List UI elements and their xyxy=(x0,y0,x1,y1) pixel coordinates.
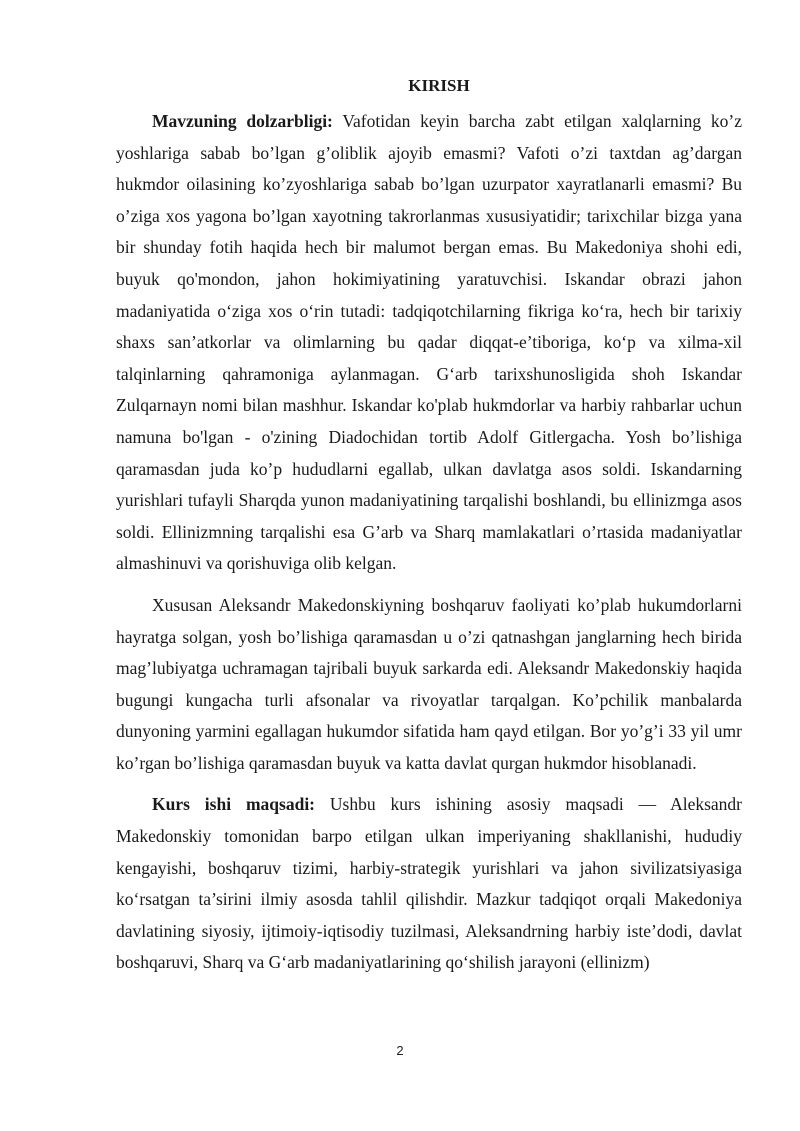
paragraph-text: Ushbu kurs ishining asosiy maqsadi — Aleksandr Makedonskiy tomonidan barpo etilgan ulkan imperiyaning shakllanishi, hududiy kengayishi, boshqaruv tizimi, harbiy-strategik yurishlari va jahon sivilizatsiyasiga ko‘rsatgan ta’sirini ilmiy asosda tahlil qilishdir. Mazkur tadqiqot orqali Makedoniya davlatining siyosiy, ijtimoiy-iqtisodiy tuzilmasi, Aleksandrning harbiy iste’dodi, davlat boshqaruvi, Sharq va G‘arb madaniyatlarining qo‘shilish jarayoni (ellinizm) xyxy=(116,794,742,973)
page-number: 2 xyxy=(396,1043,404,1058)
page-title: KIRISH xyxy=(408,76,470,95)
document-page xyxy=(116,74,742,989)
paragraph-lead: Mavzuning dolzarbligi: xyxy=(152,111,333,131)
paragraph-relevance xyxy=(116,106,742,580)
paragraph-goal xyxy=(116,789,742,979)
paragraph-lead: Kurs ishi maqsadi: xyxy=(152,794,316,815)
paragraph-body xyxy=(116,590,742,780)
paragraph-text: Xususan Aleksandr Makedonskiyning boshqaruv faoliyati ko’plab hukumdorlarni hayratga solgan, yosh bo’lishiga qaramasdan u o’zi qatnashgan janglarning hech birida mag’lubiyatga uchramagan tajribali buyuk sarkarda edi. Aleksandr Makedonskiy haqida bugungi kungacha turli afsonalar va rivoyatlar tarqalgan. Ko’pchilik manbalarda dunyoning yarmini egallagan hukumdor sifatida ham qayd etilgan. Bor yo’g’i 33 yil umr ko’rgan bo’lishiga qaramasdan buyuk va katta davlat qurgan hukmdor hisoblanadi. xyxy=(116,594,742,773)
paragraph-text: Vafotidan keyin barcha zabt etilgan xalqlarning ko’z yoshlariga sabab bo’lgan g’oliblik ajoyib emasmi? Vafoti o’zi taxtdan ag’dargan hukmdor oilasining ko’zyoshlariga sabab bo’lgan uzurpator xayratlanarli emasmi? Bu o’ziga xos yagona bo’lgan xayotning takrorlanmas xususiyatidir; tarixchilar bizga yana bir shunday fotih haqida hech bir malumot bergan emas. Bu Makedoniya shohi edi, buyuk qo'mondon, jahon hokimiyatining yaratuvchisi. Iskandar obrazi jahon madaniyatida o‘ziga xos o‘rin tutadi: tadqiqotchilarning fikriga ko‘ra, hech bir tarixiy shaxs san’atkorlar va olimlarning bu qadar diqqat-e’tiboriga, ko‘p va xilma-xil talqinlarning qahramoniga aylanmagan. G‘arb tarixshunosligida shoh Iskandar Zulqarnayn nomi bilan mashhur. Iskandar ko'plab hukmdorlar va harbiy rahbarlar uchun namuna bo'lgan - o'zining Diadochidan tortib Adolf Gitlergacha. Yosh bo’lishiga qaramasdan juda ko’p hududlarni egallab, ulkan davlatga asos soldi. Iskandarning yurishlari tufayli Sharqda yunon madaniyatining tarqalishi boshlandi, bu ellinizmga asos soldi. Ellinizmning tarqalishi esa G’arb va Sharq mamlakatlari o’rtasida madaniyatlar almashinuvi va qorishuviga olib kelgan. xyxy=(116,111,742,574)
